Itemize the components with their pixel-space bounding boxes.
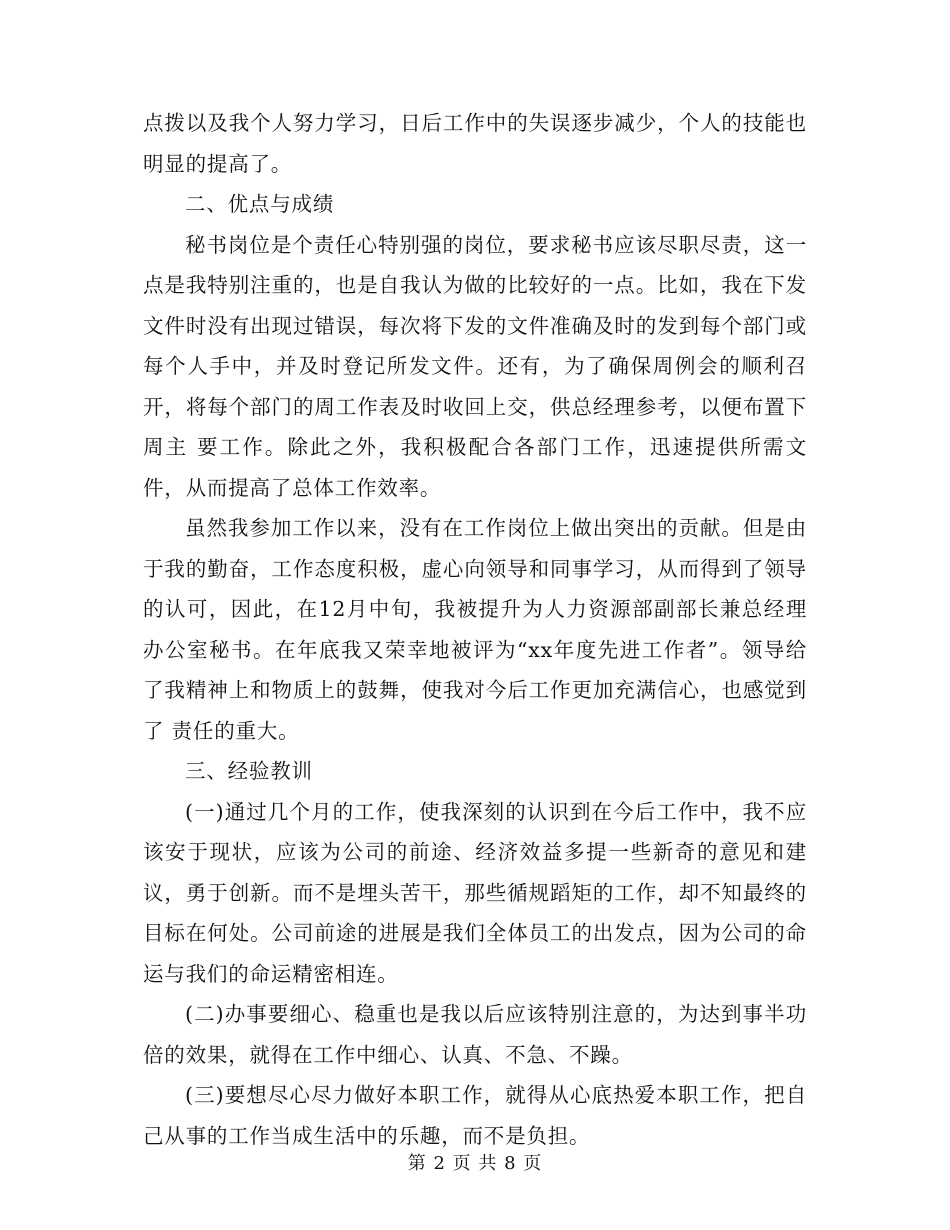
- paragraph-secretary-role: 秘书岗位是个责任心特别强的岗位，要求秘书应该尽职尽责，这一点是我特别注重的，也是自我认为做的比较好的一点。比如，我在下发文件时没有出现过错误，每次将下发的文件准确及时的发到每个部门或每个人手中，并及时登记所发文件。还有，为了确保周例会的顺利召开，将每个部门的周工作表及时收回上交，供总经理参考，以便布置下周主 要工作。除此之外，我积极配合各部门工作，迅速提供所需文件，从而提高了总体工作效率。: [143, 232, 807, 500]
- section-heading-lessons: 三、经验教训: [185, 759, 313, 783]
- paragraph-lesson-one: (一)通过几个月的工作，使我深刻的认识到在今后工作中，我不应该安于现状，应该为公司的前途、经济效益多提一些新奇的意见和建议，勇于创新。而不是埋头苦干，那些循规蹈矩的工作，却不知最终的目标在何处。公司前途的进展是我们全体员工的出发点，因为公司的命运与我们的命运精密相连。: [143, 799, 807, 986]
- paragraph-achievements: 虽然我参加工作以来，没有在工作岗位上做出突出的贡献。但是由于我的勤奋，工作态度积极，虚心向领导和同事学习，从而得到了领导的认可，因此，在12月中旬，我被提升为人力资源部副部长兼总经理办公室秘书。在年底我又荣幸地被评为“xx年度先进工作者”。领导给了我精神上和物质上的鼓舞，使我对今后工作更加充满信心，也感觉到了 责任的重大。: [143, 516, 807, 743]
- paragraph-continuation: 点拨以及我个人努力学习，日后工作中的失误逐步减少，个人的技能也明显的提高了。: [143, 111, 807, 176]
- paragraph-lesson-two: (二)办事要细心、稳重也是我以后应该特别注意的，为达到事半功倍的效果，就得在工作中细心、认真、不急、不躁。: [143, 1002, 807, 1067]
- paragraph-lesson-three: (三)要想尽心尽力做好本职工作，就得从心底热爱本职工作，把自己从事的工作当成生活中的乐趣，而不是负担。: [143, 1083, 807, 1148]
- document-body: [143, 103, 807, 1156]
- section-heading-strengths: 二、优点与成绩: [185, 192, 335, 216]
- page-footer: 第 2 页 共 8 页: [407, 1153, 543, 1174]
